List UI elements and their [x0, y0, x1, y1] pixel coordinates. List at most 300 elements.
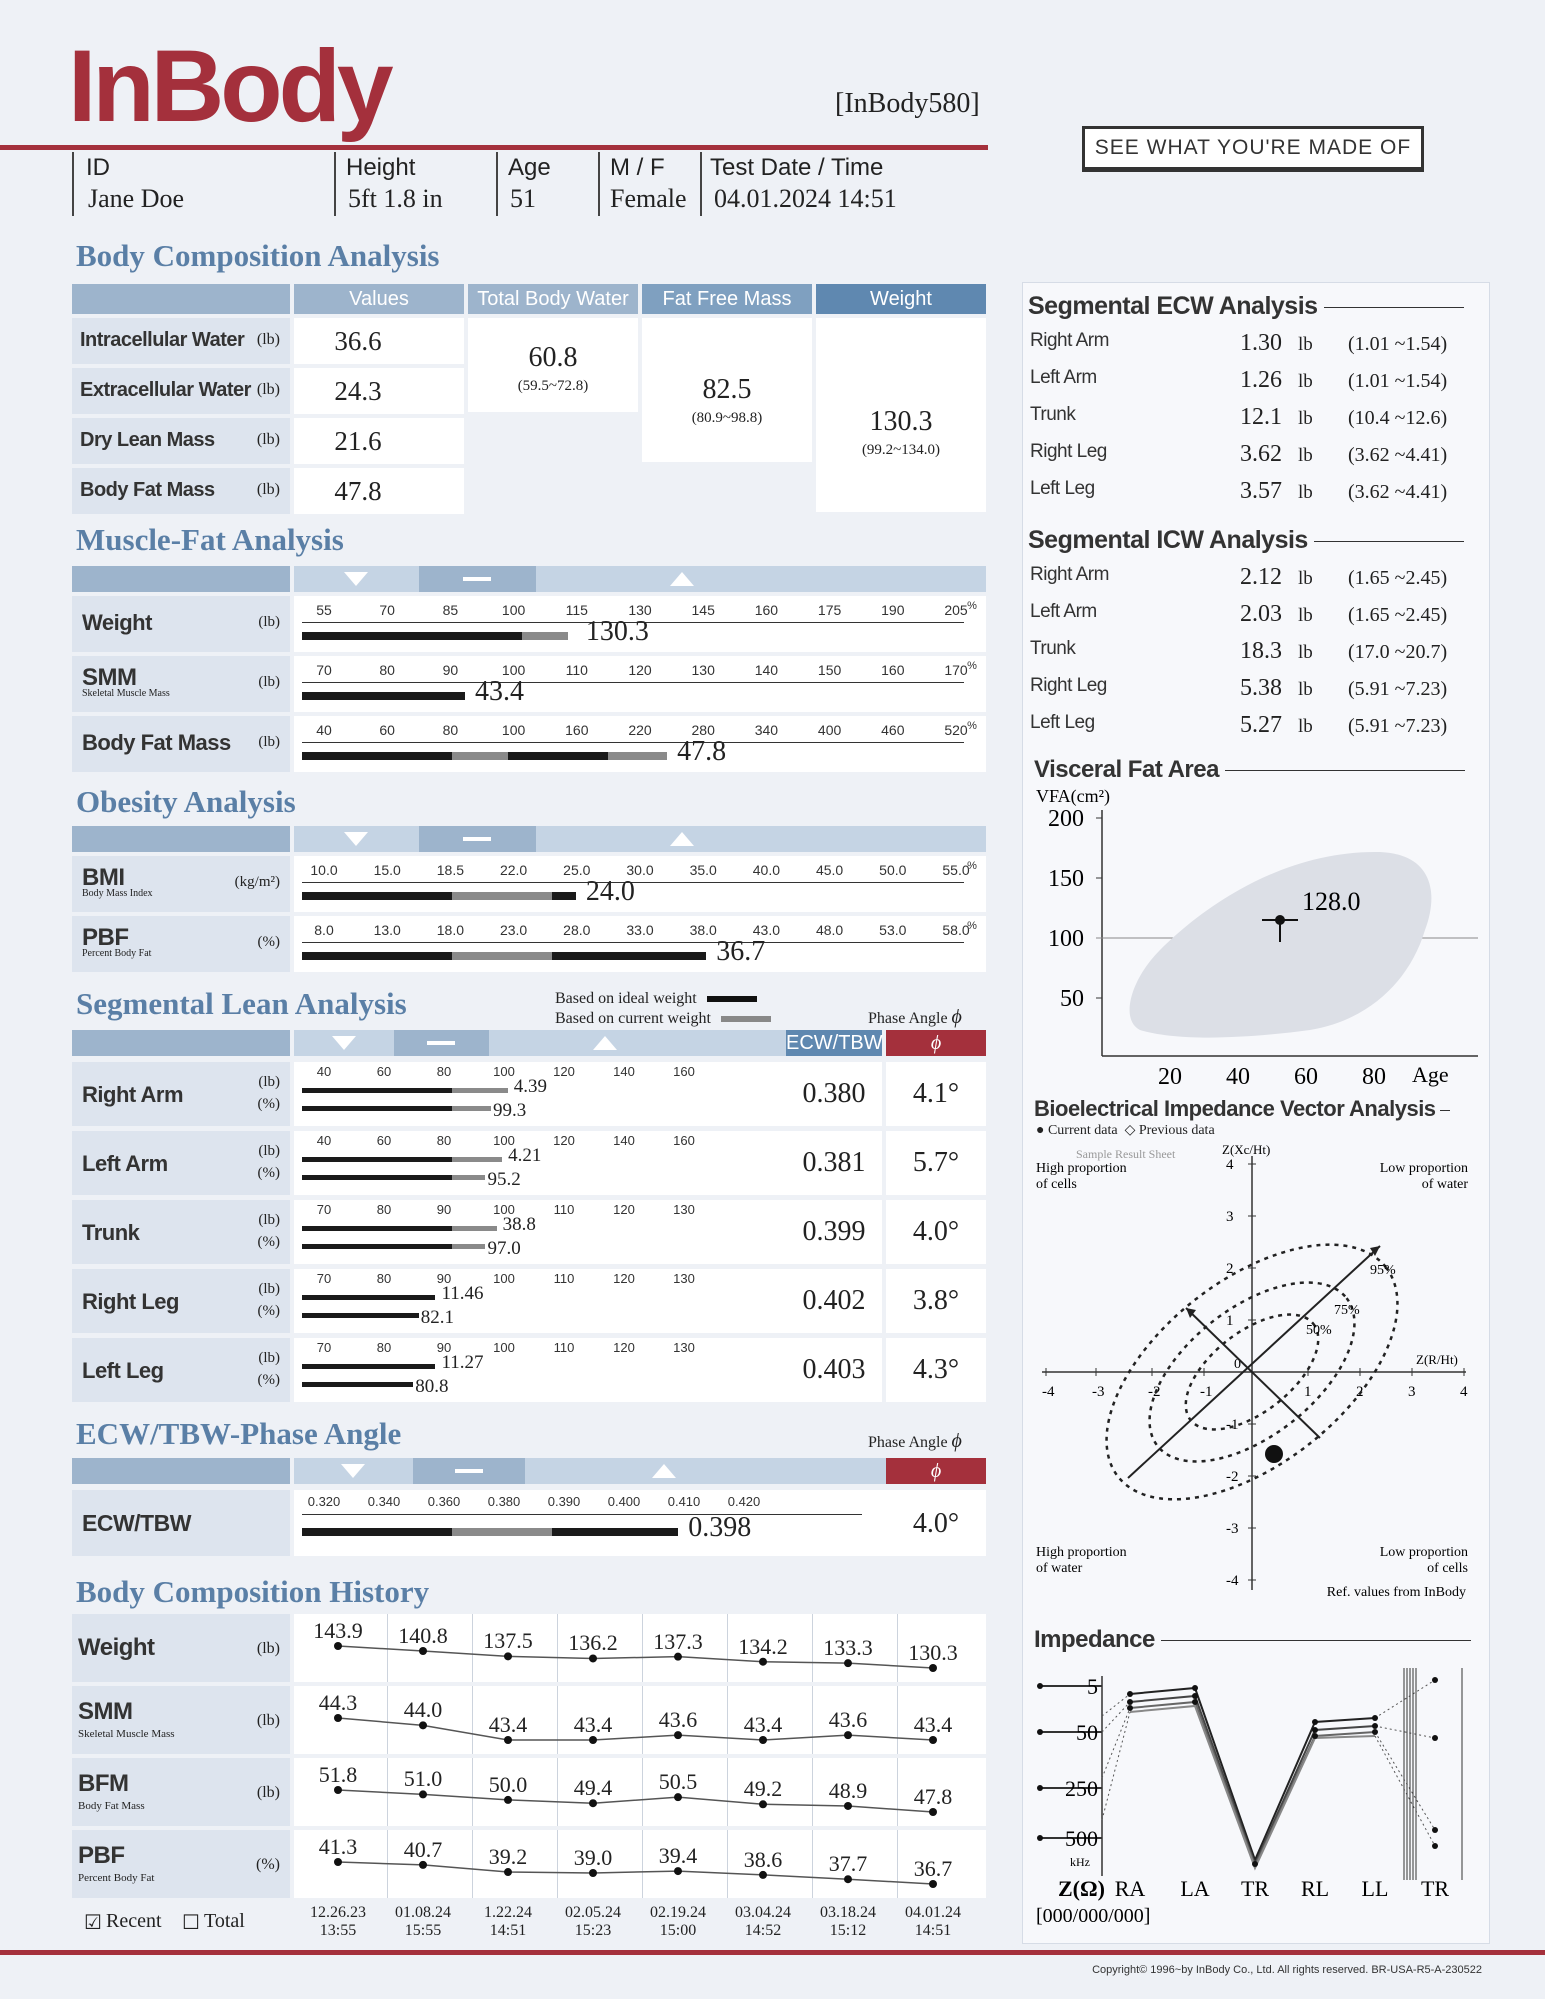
- biva-xtick: -4: [1042, 1384, 1055, 1400]
- field-age: [496, 152, 598, 216]
- vfa-ylabel: VFA(cm²): [1036, 786, 1111, 806]
- ecwpa-chart: [72, 1458, 986, 1558]
- chart-row-sub: Percent Body Fat: [82, 948, 152, 959]
- bca-title: Body Composition Analysis: [76, 238, 440, 273]
- history-row-sub: Skeletal Muscle Mass: [78, 1728, 175, 1740]
- imp-freq: 5: [1087, 1674, 1098, 1699]
- axis-tick: 460: [881, 722, 905, 738]
- history-value: 134.2: [738, 1633, 788, 1659]
- sla-row-name: Right Leg: [82, 1289, 179, 1314]
- ecwpa-value: 0.398: [688, 1512, 752, 1543]
- field-value: Female: [610, 184, 687, 213]
- axis-tick: 38.0: [689, 922, 717, 938]
- sla-ecw-value: 0.399: [802, 1216, 866, 1247]
- history-row-unit: (%): [256, 1856, 280, 1873]
- seg-row-unit: lb: [1298, 334, 1313, 355]
- seg-row-value: 12.1: [1240, 404, 1282, 430]
- chart-row-bar-area: 40 60 80 100 160 220 280 340 400 460 520 % 47.8: [294, 716, 986, 772]
- axis-tick: 0.340: [367, 1494, 401, 1509]
- imp-segment: LA: [1180, 1876, 1210, 1901]
- history-date: [893, 1904, 973, 1940]
- history-date-time: 14:51: [489, 1922, 527, 1939]
- sla-chart: [72, 1030, 986, 1406]
- imp-segment: RA: [1114, 1876, 1146, 1901]
- sla-unit-lb: (lb): [258, 1074, 280, 1090]
- ecwpa-bar: [552, 1528, 678, 1536]
- seg-row-unit: lb: [1298, 679, 1313, 700]
- axis-tick: 48.0: [815, 922, 844, 938]
- current-bar: [452, 1175, 485, 1180]
- vfa-ytick: 200: [1048, 806, 1084, 832]
- sla-phase-value: 4.0°: [912, 1216, 960, 1247]
- seg-row-label: Left Leg: [1030, 478, 1095, 499]
- seg-row-range: (1.65 ~2.45): [1348, 604, 1448, 626]
- axis-tick: 0.380: [487, 1494, 521, 1509]
- sla-phase-value: 4.1°: [912, 1078, 960, 1109]
- recent-label: Recent: [106, 1910, 162, 1932]
- axis-tick: 100: [501, 662, 526, 678]
- axis-tick: 15.0: [373, 862, 401, 878]
- chart-row-label: [72, 856, 290, 912]
- sla-pct-value: 97.0: [487, 1238, 521, 1259]
- field-height: [334, 152, 486, 216]
- axis-tick: 60: [379, 722, 395, 738]
- biva-xtick: 2: [1356, 1384, 1364, 1400]
- sla-row-label: [72, 1200, 290, 1264]
- sla-unit-pct: (%): [257, 1303, 280, 1319]
- axis-tick: 80: [376, 1340, 392, 1355]
- oa-chart: [72, 826, 986, 976]
- ffm-value: 82.5: [702, 374, 752, 405]
- bca-row-unit: (lb): [256, 381, 280, 398]
- sla-phase-cell: [886, 1062, 986, 1126]
- seg-row-unit: lb: [1298, 642, 1313, 663]
- axis-tick: 13.0: [373, 922, 401, 938]
- bca-row-value-cell: [294, 368, 464, 414]
- seg-row-label: Left Arm: [1030, 367, 1097, 388]
- history-row-unit: (lb): [256, 1712, 280, 1729]
- axis-tick: 130: [691, 662, 715, 678]
- chart-row-unit: (lb): [258, 674, 280, 690]
- axis-tick: 110: [553, 1340, 575, 1355]
- imp-segment: TR: [1420, 1876, 1450, 1901]
- axis-tick: 100: [501, 602, 526, 618]
- axis-tick: 30.0: [626, 862, 654, 878]
- field-value: 5ft 1.8 in: [348, 184, 443, 213]
- history-row-label: [72, 1830, 290, 1898]
- axis-tick: 90: [436, 1340, 452, 1355]
- bca-row-name: Body Fat Mass: [80, 479, 215, 501]
- history-value: 40.7: [403, 1836, 443, 1862]
- value-bar: [552, 892, 576, 900]
- history-date-day: 02.19.24: [650, 1904, 706, 1921]
- sla-bar-area: [294, 1131, 850, 1195]
- axis-tick: 100: [501, 722, 526, 738]
- axis-tick: 33.0: [626, 922, 654, 938]
- sla-unit-pct: (%): [257, 1234, 280, 1250]
- oa-title: Obesity Analysis: [76, 784, 296, 819]
- slogan-text: SEE WHAT YOU'RE MADE OF: [1094, 136, 1412, 159]
- axis-tick: 43.0: [752, 922, 781, 938]
- axis-tick: 70: [379, 602, 395, 618]
- above-marker: [593, 1036, 617, 1050]
- axis-tick: 60: [376, 1133, 392, 1148]
- recent-checkbox[interactable]: ☑: [84, 1912, 102, 1934]
- above-marker: [670, 572, 694, 586]
- sla-ecw-value: 0.403: [802, 1354, 866, 1385]
- vfa-xtick: 80: [1362, 1064, 1386, 1090]
- biva-legend: ● Current data ◇ Previous data: [1036, 1123, 1215, 1138]
- value-bar: [302, 952, 452, 960]
- sla-bar-area: [294, 1269, 850, 1333]
- sla-ecw-value: 0.381: [802, 1147, 866, 1178]
- axis-tick: 0.360: [427, 1494, 461, 1509]
- axis-tick: 190: [881, 602, 905, 618]
- axis-tick: 120: [613, 1202, 635, 1217]
- history-date-time: 13:55: [319, 1922, 357, 1939]
- history-date-time: 14:52: [744, 1922, 782, 1939]
- axis-tick: 100: [493, 1064, 515, 1079]
- bca-row-label: [72, 468, 290, 514]
- sla-lb-value: 11.46: [441, 1283, 484, 1304]
- axis-tick: 23.0: [499, 922, 528, 938]
- history-row-label: [72, 1614, 290, 1682]
- biva-xtick: 3: [1408, 1384, 1416, 1400]
- normal-marker: [463, 837, 491, 841]
- value-bar: [452, 952, 552, 960]
- axis-tick: 8.0: [314, 922, 334, 938]
- bca-header-tbw: Total Body Water: [468, 284, 638, 314]
- sla-legend-current: Based on current weight: [555, 1010, 771, 1028]
- axis-tick: 120: [613, 1271, 635, 1286]
- sla-lb-value: 4.21: [508, 1145, 542, 1166]
- seg-row-label: Trunk: [1030, 404, 1076, 425]
- history-plot-area: [294, 1686, 986, 1754]
- ideal-bar: [302, 1157, 452, 1162]
- axis-tick: 220: [628, 722, 652, 738]
- chart-row-sub: Body Mass Index: [82, 888, 153, 899]
- bca-row-value: 21.6: [334, 426, 382, 456]
- ecwpa-title: ECW/TBW-Phase Angle: [76, 1416, 402, 1451]
- history-value: 143.9: [313, 1618, 363, 1643]
- history-plot-area: [294, 1758, 986, 1826]
- imp-khz: kHz: [1070, 1855, 1090, 1869]
- axis-tick: 0.320: [307, 1494, 341, 1509]
- axis-tick: 60: [376, 1064, 392, 1079]
- bar-value: 47.8: [677, 736, 727, 767]
- ideal-bar: [452, 1157, 502, 1162]
- biva-pct: 95%: [1370, 1263, 1396, 1278]
- biva-ytick: 1: [1226, 1313, 1234, 1329]
- axis-tick: 140: [613, 1133, 635, 1148]
- ecwpa-phase-cell: [886, 1490, 986, 1556]
- imp-line-5: [1130, 1688, 1375, 1860]
- sla-ecw-cell: [786, 1338, 882, 1402]
- seg-row-range: (17.0 ~20.7): [1348, 641, 1448, 663]
- sla-ecw-header: ECW/TBW: [786, 1032, 883, 1054]
- vfa-ytick: 50: [1060, 986, 1084, 1012]
- axis-tick: 160: [754, 602, 779, 618]
- axis-tick: 50.0: [879, 862, 907, 878]
- inbody-logo: InBody: [68, 29, 390, 143]
- history-value: 140.8: [398, 1623, 448, 1648]
- seg-row-range: (10.4 ~12.6): [1348, 407, 1448, 429]
- axis-tick: 0.390: [547, 1494, 581, 1509]
- axis-tick: 90: [436, 1202, 452, 1217]
- axis-tick: 10.0: [310, 862, 338, 878]
- imp-line-250: [1130, 1702, 1375, 1866]
- normal-marker: [455, 1469, 483, 1473]
- value-bar: [302, 632, 530, 640]
- imp-segment: LL: [1361, 1876, 1389, 1901]
- chart-row-unit: (%): [257, 934, 280, 950]
- axis-tick: 100: [493, 1133, 515, 1148]
- sla-title: Segmental Lean Analysis: [76, 986, 407, 1021]
- bca-row-label: [72, 418, 290, 464]
- axis-tick: 70: [316, 662, 332, 678]
- bca-row-name: Intracellular Water: [80, 329, 245, 351]
- seg-row-value: 3.62: [1240, 441, 1282, 467]
- sla-ecw-cell: [786, 1269, 882, 1333]
- icw-seg-title: Segmental ICW Analysis: [1028, 526, 1474, 555]
- axis-tick: 145: [691, 602, 715, 618]
- axis-tick: 130: [628, 602, 652, 618]
- history-value: 41.3: [318, 1834, 358, 1859]
- value-bar: [608, 752, 667, 760]
- axis-tick: 22.0: [499, 862, 528, 878]
- current-bar: [302, 1244, 452, 1249]
- biva-pct: 75%: [1334, 1303, 1360, 1318]
- imp-freq: 250: [1065, 1776, 1098, 1801]
- sla-ecw-cell: [786, 1200, 882, 1264]
- axis-tick: 120: [613, 1340, 635, 1355]
- vfa-xlabel: Age: [1412, 1062, 1449, 1087]
- history-row-name: SMM: [78, 1698, 133, 1725]
- chart-row-label: [72, 596, 290, 652]
- biva-xaxis: Z(R/Ht): [1416, 1352, 1458, 1367]
- history-value: 136.2: [568, 1630, 618, 1656]
- imp-freq: 50: [1076, 1720, 1098, 1745]
- ecwpa-bar-area: [294, 1490, 954, 1556]
- seg-row-range: (1.65 ~2.45): [1348, 567, 1448, 589]
- history-date: [298, 1904, 378, 1940]
- tbw-range: (59.5~72.8): [517, 378, 589, 394]
- axis-tick: 400: [817, 722, 842, 738]
- history-date: [553, 1904, 633, 1940]
- biva-xtick: -2: [1148, 1384, 1161, 1400]
- chart-row-name: Weight: [82, 610, 152, 635]
- chart-row-unit: (kg/m²): [234, 874, 280, 890]
- bca-row-unit: (lb): [256, 481, 280, 498]
- axis-tick: 80: [436, 1064, 452, 1079]
- axis-tick: 25.0: [563, 862, 591, 878]
- axis-tick: 90: [442, 662, 459, 678]
- total-label: Total: [204, 1910, 245, 1932]
- below-marker: [332, 1036, 356, 1050]
- value-bar: [552, 952, 706, 960]
- current-bar: [302, 1106, 452, 1111]
- field-label: Age: [508, 154, 551, 181]
- total-checkbox[interactable]: ☐: [182, 1912, 200, 1934]
- seg-row-range: (3.62 ~4.41): [1348, 444, 1448, 466]
- sla-ecw-value: 0.380: [802, 1078, 866, 1109]
- history-value: 49.4: [573, 1775, 613, 1801]
- biva-current-point: [1265, 1445, 1283, 1463]
- biva-ytick: 2: [1226, 1261, 1234, 1277]
- sla-row-label: [72, 1269, 290, 1333]
- history-row-unit: (lb): [256, 1784, 280, 1801]
- history-value: 50.0: [488, 1771, 528, 1797]
- axis-tick: 175: [817, 602, 842, 618]
- axis-tick: 100: [493, 1340, 515, 1355]
- biva-xtick: 1: [1304, 1384, 1312, 1400]
- history-date: [723, 1904, 803, 1940]
- seg-row-unit: lb: [1298, 445, 1313, 466]
- value-bar: [302, 692, 465, 700]
- history-value: 130.3: [908, 1640, 958, 1665]
- seg-row-label: Left Arm: [1030, 601, 1097, 622]
- biva-ytick: -3: [1226, 1521, 1239, 1537]
- bar-value: 130.3: [585, 616, 649, 647]
- current-bar: [452, 1244, 485, 1249]
- sla-legend-ideal: Based on ideal weight: [555, 990, 757, 1008]
- axis-tick: 160: [565, 722, 589, 738]
- axis-tick: 0.410: [667, 1494, 701, 1509]
- ideal-bar: [302, 1226, 452, 1231]
- axis-tick: 100: [493, 1271, 515, 1286]
- field-date: [700, 152, 982, 216]
- axis-tick: 160: [673, 1133, 695, 1148]
- history-value: 133.3: [823, 1635, 873, 1661]
- seg-row-unit: lb: [1298, 371, 1313, 392]
- bca-row-label: [72, 318, 290, 364]
- sla-phase-value: 3.8°: [912, 1285, 960, 1316]
- field-label: Test Date / Time: [710, 154, 884, 181]
- history-date-time: 14:51: [914, 1922, 952, 1939]
- history-date: [468, 1904, 548, 1940]
- biva-tl: High proportion of cells: [1036, 1161, 1127, 1192]
- ecwpa-row-label: [72, 1490, 290, 1556]
- value-bar: [508, 752, 608, 760]
- axis-tick: 35.0: [689, 862, 717, 878]
- bca-row-unit: (lb): [256, 331, 280, 348]
- bca-table: [72, 284, 986, 514]
- imp-freq: 500: [1065, 1826, 1098, 1851]
- history-row-label: [72, 1758, 290, 1826]
- history-row-sub: Percent Body Fat: [78, 1872, 155, 1884]
- sla-bar-area: [294, 1200, 850, 1264]
- sla-bar-area: [294, 1338, 850, 1402]
- sla-phase-value: 5.7°: [912, 1147, 960, 1178]
- history-chart: [72, 1614, 986, 1944]
- seg-row-unit: lb: [1298, 605, 1313, 626]
- history-row-unit: (lb): [256, 1640, 280, 1657]
- below-marker: [344, 832, 368, 846]
- ecw-seg-title: Segmental ECW Analysis: [1028, 292, 1474, 321]
- sla-ecw-value: 0.402: [802, 1285, 866, 1316]
- axis-tick: 85: [442, 602, 459, 618]
- sla-unit-pct: (%): [257, 1165, 280, 1181]
- axis-tick: 80: [379, 662, 395, 678]
- ecwpa-bar: [302, 1528, 452, 1536]
- ffm-range: (80.9~98.8): [691, 410, 763, 426]
- axis-tick: 0.420: [727, 1494, 761, 1509]
- axis-tick: 55.0: [942, 862, 970, 878]
- bca-header-weight: Weight: [816, 284, 986, 314]
- sla-unit-lb: (lb): [258, 1212, 280, 1228]
- field-value: 51: [510, 184, 536, 213]
- biva-major-axis: [1128, 1246, 1380, 1478]
- history-date-time: 15:12: [829, 1922, 867, 1939]
- ideal-bar: [302, 1364, 435, 1369]
- biva-ytick: -4: [1226, 1573, 1239, 1589]
- bar-value: 24.0: [585, 876, 635, 907]
- chart-row-label: [72, 656, 290, 712]
- vfa-title: Visceral Fat Area: [1034, 756, 1465, 784]
- bar-value: 36.7: [716, 936, 766, 967]
- above-marker: [652, 1464, 676, 1478]
- history-row-name: PBF: [78, 1842, 125, 1869]
- field-value: Jane Doe: [88, 184, 185, 213]
- axis-tick: 80: [376, 1202, 392, 1217]
- seg-row-label: Right Arm: [1030, 564, 1109, 585]
- imp-segment: TR: [1240, 1876, 1270, 1901]
- axis-tick: 160: [673, 1064, 695, 1079]
- bca-row-name: Extracellular Water: [80, 379, 251, 401]
- sla-phase-label: Phase Angle ϕ: [868, 1006, 962, 1028]
- header-fields: [72, 152, 992, 218]
- imp-line-500: [1130, 1706, 1375, 1868]
- sla-unit-lb: (lb): [258, 1143, 280, 1159]
- bca-header-values: Values: [294, 284, 464, 314]
- biva-watermark: Sample Result Sheet: [1076, 1147, 1176, 1161]
- axis-tick: 130: [673, 1340, 695, 1355]
- history-value: 50.5: [658, 1769, 698, 1795]
- value-bar: [302, 752, 452, 760]
- bca-row-name: Dry Lean Mass: [80, 429, 215, 451]
- model-name: [InBody580]: [835, 88, 980, 119]
- biva-xtick: -1: [1200, 1384, 1213, 1400]
- seg-row-value: 18.3: [1240, 638, 1282, 664]
- history-date-day: 02.05.24: [565, 1904, 621, 1921]
- bca-row-value-cell: [294, 418, 464, 464]
- history-value: 38.6: [743, 1846, 783, 1872]
- history-plot-area: [294, 1614, 986, 1682]
- imp-segment: RL: [1300, 1876, 1330, 1901]
- history-plot-area: [294, 1830, 986, 1898]
- ideal-bar: [302, 1295, 435, 1300]
- axis-tick: 53.0: [879, 922, 907, 938]
- weight-value: 130.3: [869, 406, 933, 437]
- history-date-day: 1.22.24: [484, 1904, 532, 1921]
- field-id: [72, 152, 334, 216]
- vfa-point: [1275, 915, 1285, 925]
- ideal-bar: [452, 1226, 497, 1231]
- red-rule-top: [0, 145, 988, 150]
- seg-row-range: (5.91 ~7.23): [1348, 715, 1448, 737]
- copyright: Copyright© 1996~by InBody Co., Ltd. All rights reserved. BR-USA-R5-A-230522: [1092, 1964, 1482, 1976]
- axis-tick: 110: [553, 1271, 575, 1286]
- axis-tick: 80: [442, 722, 459, 738]
- history-date: [808, 1904, 888, 1940]
- history-value: 39.2: [488, 1844, 528, 1870]
- field-label: Height: [346, 154, 416, 181]
- mfa-title: Muscle-Fat Analysis: [76, 522, 344, 557]
- sla-phase-cell: [886, 1200, 986, 1264]
- field-label: ID: [86, 154, 110, 181]
- axis-tick: 120: [553, 1064, 575, 1079]
- history-value: 43.4: [488, 1712, 528, 1737]
